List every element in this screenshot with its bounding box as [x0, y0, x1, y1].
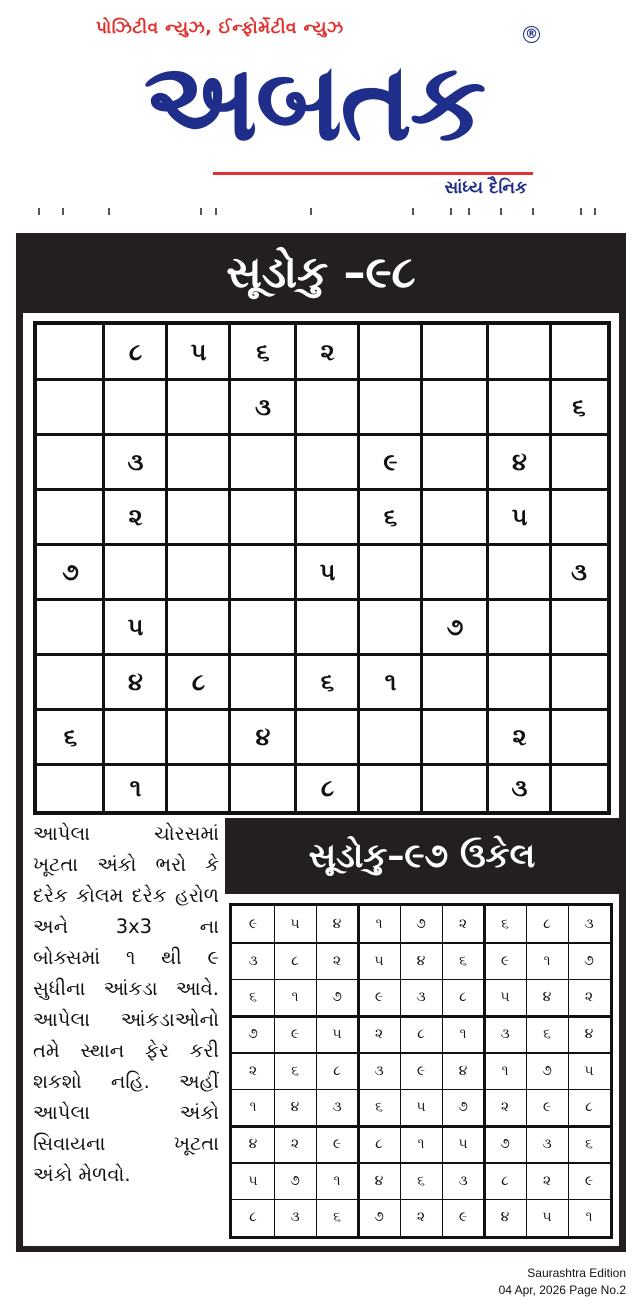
grid-line	[232, 1162, 610, 1164]
solution-cell: ૫	[584, 1062, 594, 1079]
puzzle-cell[interactable]: ૫	[319, 558, 336, 586]
cropped-text-fragments	[20, 208, 610, 220]
puzzle-cell[interactable]: ૭	[446, 613, 464, 641]
subtitle: સાંધ્ય દૈનિક	[444, 178, 527, 198]
solution-cell: ૫	[542, 1209, 552, 1226]
solution-cell: ૪	[374, 1172, 384, 1189]
solution-cell: ૧	[291, 989, 299, 1006]
grid-line	[37, 543, 607, 546]
solution-cell: ૧	[249, 1099, 257, 1116]
solution-cell: ૨	[290, 1136, 300, 1153]
grid-line	[232, 1125, 610, 1128]
solution-cell: ૭	[500, 1136, 510, 1153]
solution-cell: ૨	[500, 1099, 510, 1116]
solution-cell: ૫	[416, 1099, 426, 1116]
solution-row	[232, 906, 610, 943]
puzzle-cell[interactable]	[551, 490, 607, 545]
solution-cell: ૬	[459, 952, 467, 969]
page-footer	[499, 1265, 626, 1299]
puzzle-cell[interactable]	[167, 545, 230, 600]
grid-line	[420, 325, 423, 811]
puzzle-cell[interactable]	[359, 600, 422, 655]
puzzle-cell[interactable]: ૯	[383, 448, 398, 476]
puzzle-cell[interactable]: ૫	[511, 503, 528, 531]
puzzle-cell[interactable]: ૮	[191, 668, 206, 696]
puzzle-cell[interactable]: ૧	[384, 668, 397, 696]
puzzle-cell[interactable]	[167, 380, 230, 435]
puzzle-row	[37, 545, 607, 600]
solution-cell: ૫	[458, 1136, 468, 1153]
puzzle-cell[interactable]	[551, 765, 607, 811]
solution-cell: ૩	[248, 952, 258, 969]
solution-cell: ૯	[584, 1172, 594, 1189]
instruction-line: અંકો મેળવો.	[33, 1163, 131, 1186]
puzzle-row	[37, 325, 607, 380]
puzzle-cell[interactable]: ૩	[511, 774, 528, 802]
sudoku-puzzle-grid	[33, 321, 611, 815]
puzzle-cell[interactable]	[230, 655, 296, 710]
instruction-line: ખૂટતા અંકો ભરો કે	[33, 853, 219, 876]
solution-cell: ૯	[500, 952, 510, 969]
puzzle-title: સૂડોકુ –૯૮	[226, 247, 416, 298]
solution-row	[232, 979, 610, 1016]
grid-line	[442, 906, 444, 1236]
solution-cell: ૧	[375, 916, 383, 932]
solution-cell: ૭	[332, 989, 342, 1006]
solution-cell: ૩	[500, 1026, 510, 1042]
puzzle-cell[interactable]	[37, 380, 104, 435]
grid-line	[37, 763, 607, 766]
solution-cell: ૮	[291, 952, 299, 969]
instruction-line: આપેલા અંકો	[33, 1101, 219, 1124]
grid-line	[37, 488, 607, 491]
grid-line	[232, 942, 610, 944]
puzzle-row	[37, 380, 607, 435]
instruction-line: દરેક કોલમ દરેક હરોળ	[33, 884, 219, 907]
puzzle-cell[interactable]: ૬	[320, 668, 335, 696]
solution-cell: ૩	[584, 916, 594, 932]
solution-cell: ૬	[501, 916, 509, 932]
puzzle-row	[37, 490, 607, 545]
puzzle-cell[interactable]	[488, 600, 551, 655]
solution-cell: ૯	[458, 1209, 468, 1226]
puzzle-cell[interactable]	[359, 710, 422, 765]
instruction-line: આપેલા ચોરસમાં	[33, 822, 219, 845]
puzzle-cell[interactable]	[37, 765, 104, 811]
grid-line	[357, 906, 360, 1236]
puzzle-cell[interactable]	[296, 490, 359, 545]
solution-cell: ૭	[248, 1026, 258, 1042]
puzzle-cell[interactable]	[230, 765, 296, 811]
solution-cell: ૯	[542, 1099, 552, 1116]
solution-cell: ૨	[416, 1209, 426, 1226]
sudoku-panel	[16, 233, 626, 1252]
solution-cell: ૧	[501, 1062, 509, 1079]
solution-cell: ૩	[458, 1172, 468, 1189]
solution-cell: ૮	[459, 989, 467, 1006]
solution-cell: ૭	[290, 1172, 300, 1189]
puzzle-cell[interactable]: ૫	[190, 338, 207, 366]
puzzle-cell[interactable]: ૧	[129, 774, 142, 802]
grid-line	[232, 1089, 610, 1091]
puzzle-cell[interactable]	[359, 545, 422, 600]
puzzle-row	[37, 435, 607, 490]
puzzle-cell[interactable]	[104, 710, 167, 765]
newspaper-logo	[92, 40, 536, 165]
puzzle-cell[interactable]	[422, 325, 488, 380]
solution-cell: ૭	[542, 1062, 552, 1079]
solution-cell: ૨	[332, 952, 342, 969]
solution-cell: ૩	[374, 1062, 384, 1079]
puzzle-cell[interactable]	[488, 545, 551, 600]
solution-row	[232, 1089, 610, 1126]
instruction-line: સિવાયના ખૂટતા	[33, 1132, 219, 1155]
registered-mark: ®	[525, 27, 538, 42]
grid-line	[294, 325, 297, 811]
tagline: પોઝિટીવ ન્યુઝ, ઈન્ફોર્મેટીવ ન્યુઝ	[96, 18, 344, 38]
puzzle-cell[interactable]	[37, 655, 104, 710]
solution-cell: ૬	[333, 1209, 341, 1226]
puzzle-cell[interactable]	[230, 545, 296, 600]
puzzle-cell[interactable]: ૩	[255, 393, 271, 421]
puzzle-cell[interactable]	[488, 325, 551, 380]
grid-line	[486, 325, 489, 811]
solution-title: સૂડોકુ–૯૭ ઉકેલ	[225, 818, 619, 894]
solution-cell: ૪	[290, 1099, 300, 1116]
instruction-line: બોક્સમાં ૧ થી ૯	[33, 946, 219, 969]
solution-cell: ૯	[290, 1026, 300, 1042]
grid-line	[357, 325, 360, 811]
subtitle-bar	[213, 172, 533, 201]
grid-line	[37, 598, 607, 601]
puzzle-cell[interactable]	[167, 765, 230, 811]
solution-cell: ૪	[584, 1026, 594, 1042]
solution-cell: ૩	[332, 1099, 342, 1116]
solution-cell: ૫	[248, 1172, 258, 1189]
solution-cell: ૨	[374, 1026, 384, 1042]
solution-cell: ૬	[291, 1062, 299, 1079]
grid-line	[37, 433, 607, 436]
solution-cell: ૮	[501, 1172, 509, 1189]
puzzle-cell[interactable]	[422, 545, 488, 600]
puzzle-cell[interactable]	[551, 435, 607, 490]
instruction-line: સુધીના આંકડા આવે.	[33, 977, 219, 1000]
grid-line	[228, 325, 231, 811]
solution-row	[232, 1126, 610, 1163]
solution-cell: ૧	[417, 1136, 425, 1153]
puzzle-cell[interactable]: ૬	[572, 393, 586, 421]
puzzle-cell[interactable]: ૩	[571, 558, 587, 586]
puzzle-title-bar	[16, 233, 626, 313]
puzzle-cell[interactable]: ૨	[512, 723, 527, 751]
solution-cell: ૮	[249, 1209, 257, 1226]
puzzle-cell[interactable]	[296, 380, 359, 435]
solution-cell: ૧	[543, 952, 551, 969]
solution-cell: ૮	[375, 1136, 383, 1153]
solution-row	[232, 1053, 610, 1090]
solution-cell: ૮	[543, 916, 551, 932]
puzzle-cell[interactable]	[422, 490, 488, 545]
grid-line	[526, 906, 528, 1236]
grid-line	[37, 708, 607, 711]
solution-cell: ૮	[417, 1026, 425, 1042]
instruction-line: આપેલા આંકડાઓનો	[33, 1008, 219, 1031]
solution-row	[232, 943, 610, 980]
puzzle-cell[interactable]: ૨	[320, 338, 335, 366]
sudoku-solution-grid	[229, 903, 613, 1239]
instruction-line: અને 3x3 ના	[33, 915, 219, 938]
puzzle-cell[interactable]	[422, 655, 488, 710]
puzzle-cell[interactable]: ૨	[128, 503, 143, 531]
puzzle-cell[interactable]	[37, 325, 104, 380]
solution-cell: ૩	[542, 1136, 552, 1153]
grid-line	[37, 653, 607, 656]
grid-line	[483, 906, 486, 1236]
puzzle-cell[interactable]: ૫	[127, 613, 144, 641]
puzzle-cell[interactable]: ૩	[127, 448, 144, 476]
puzzle-cell[interactable]	[167, 435, 230, 490]
puzzle-cell[interactable]	[230, 435, 296, 490]
solution-cell: ૯	[374, 989, 384, 1006]
solution-cell: ૯	[332, 1136, 342, 1153]
puzzle-cell[interactable]	[167, 600, 230, 655]
puzzle-cell[interactable]: ૬	[63, 723, 78, 751]
puzzle-cell[interactable]	[37, 600, 104, 655]
puzzle-cell[interactable]	[551, 655, 607, 710]
puzzle-cell[interactable]	[551, 600, 607, 655]
instruction-line: તમે સ્થાન ફેર કરી	[33, 1039, 219, 1062]
solution-cell: ૨	[248, 1062, 258, 1079]
puzzle-cell[interactable]	[551, 325, 607, 380]
grid-line	[165, 325, 168, 811]
solution-cell: ૨	[458, 916, 468, 932]
puzzle-cell[interactable]	[551, 710, 607, 765]
date-page-label: 04 Apr, 2026 Page No.2	[498, 1283, 626, 1297]
puzzle-row	[37, 710, 607, 765]
puzzle-cell[interactable]: ૭	[62, 558, 79, 586]
puzzle-cell[interactable]	[422, 435, 488, 490]
grid-line	[232, 1199, 610, 1201]
puzzle-cell[interactable]	[488, 380, 551, 435]
solution-cell: ૩	[416, 989, 426, 1006]
puzzle-cell[interactable]	[422, 380, 488, 435]
solution-cell: ૪	[248, 1136, 258, 1153]
puzzle-cell[interactable]	[359, 380, 422, 435]
grid-line	[37, 378, 607, 381]
puzzle-cell[interactable]	[422, 765, 488, 811]
puzzle-cell[interactable]	[37, 435, 104, 490]
solution-cell: ૪	[542, 989, 552, 1006]
puzzle-cell[interactable]: ૪	[128, 668, 143, 696]
puzzle-cell[interactable]	[167, 490, 230, 545]
puzzle-cell[interactable]	[422, 710, 488, 765]
solution-cell: ૧	[459, 1026, 467, 1042]
puzzle-cell[interactable]	[230, 600, 296, 655]
solution-cell: ૫	[290, 916, 300, 932]
solution-cell: ૭	[458, 1099, 468, 1116]
solution-cell: ૭	[374, 1209, 384, 1226]
solution-cell: ૬	[417, 1172, 425, 1189]
solution-cell: ૭	[416, 916, 426, 932]
puzzle-cell[interactable]	[104, 380, 167, 435]
puzzle-cell[interactable]: ૮	[128, 338, 143, 366]
solution-cell: ૬	[585, 1136, 593, 1153]
solution-cell: ૪	[416, 952, 426, 969]
grid-line	[274, 906, 276, 1236]
puzzle-cell[interactable]	[37, 490, 104, 545]
solution-cell: ૬	[543, 1026, 551, 1042]
instruction-line: શકશો નહિ. અહીં	[33, 1070, 219, 1093]
grid-line	[568, 906, 570, 1236]
solution-row	[232, 1016, 610, 1053]
solution-cell: ૪	[500, 1209, 510, 1226]
solution-cell: ૯	[416, 1062, 426, 1079]
puzzle-cell[interactable]: ૪	[255, 723, 271, 751]
puzzle-cell[interactable]	[296, 435, 359, 490]
solution-cell: ૬	[375, 1099, 383, 1116]
puzzle-cell[interactable]	[104, 545, 167, 600]
solution-cell: ૩	[290, 1209, 300, 1226]
grid-line	[102, 325, 105, 811]
solution-cell: ૪	[332, 916, 342, 932]
logo-text: અબતક	[143, 40, 485, 165]
solution-cell: ૨	[584, 989, 594, 1006]
puzzle-cell[interactable]	[359, 325, 422, 380]
solution-cell: ૫	[374, 952, 384, 969]
masthead	[0, 0, 635, 205]
puzzle-row	[37, 600, 607, 655]
solution-cell: ૯	[248, 916, 258, 932]
instructions	[33, 818, 219, 1238]
grid-line	[316, 906, 318, 1236]
solution-row	[232, 1163, 610, 1200]
solution-cell: ૧	[333, 1172, 341, 1189]
solution-row	[232, 1199, 610, 1236]
puzzle-row	[37, 655, 607, 710]
solution-cell: ૧	[585, 1209, 593, 1226]
puzzle-cell[interactable]	[296, 600, 359, 655]
solution-cell: ૨	[542, 1172, 552, 1189]
edition-label: Saurashtra Edition	[527, 1266, 626, 1280]
puzzle-row	[37, 765, 607, 811]
grid-line	[549, 325, 552, 811]
puzzle-cell[interactable]	[359, 765, 422, 811]
grid-line	[400, 906, 402, 1236]
grid-line	[232, 1015, 610, 1018]
puzzle-cell[interactable]	[296, 710, 359, 765]
solution-cell: ૮	[585, 1099, 593, 1116]
solution-cell: ૪	[458, 1062, 468, 1079]
grid-line	[232, 1052, 610, 1054]
solution-cell: ૫	[332, 1026, 342, 1042]
puzzle-cell[interactable]	[488, 655, 551, 710]
puzzle-cell[interactable]: ૬	[256, 338, 270, 366]
solution-cell: ૮	[333, 1062, 341, 1079]
puzzle-cell[interactable]: ૮	[320, 774, 335, 802]
puzzle-cell[interactable]	[230, 490, 296, 545]
solution-cell: ૭	[584, 952, 594, 969]
panel-content	[23, 313, 619, 1246]
grid-line	[232, 979, 610, 981]
solution-cell: ૬	[249, 989, 257, 1006]
puzzle-cell[interactable]: ૬	[383, 503, 398, 531]
puzzle-cell[interactable]: ૪	[512, 448, 527, 476]
solution-cell: ૫	[500, 989, 510, 1006]
puzzle-cell[interactable]	[167, 710, 230, 765]
